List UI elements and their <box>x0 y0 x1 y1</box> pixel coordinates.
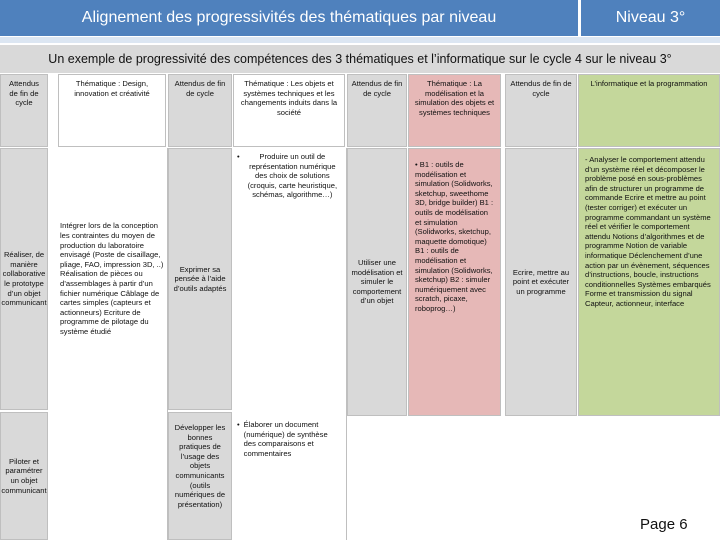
col4-header: Thématique : Les objets et systèmes techniques et les changements induits dans la société <box>233 74 345 147</box>
row1-col3-attendus <box>168 148 232 410</box>
row1-col1-text: Réaliser, de manière collaborative le prototype d’un objet communicant <box>1 250 47 308</box>
row1-col5-attendus <box>347 148 407 416</box>
row1-col1-attendus <box>0 148 48 410</box>
row2-col4-bullet-item <box>237 420 341 458</box>
page-number: Page 6 <box>640 516 688 533</box>
col8-header: L’informatique et la programmation <box>578 74 720 147</box>
row2-col3-attendus <box>168 412 232 540</box>
header-divider <box>0 37 720 43</box>
col2-header: Thématique : Design, innovation et créativité <box>58 74 166 147</box>
row2-col4-objets <box>233 418 345 528</box>
row1-col6-text: • B1 : outils de modélisation et simulation (Solidworks, sketchup, sweethome 3D, bridge builder) B1 : outils de modélisation et simulation (Solidworks, sketchup, maquette domotique) B1 : outils de modélisation et simulation (Solidworks, sketchup) B2 : simuler numériquement avec scratch, picaxe, roboprog…) <box>415 160 494 313</box>
col6-header: Thématique : La modélisation et la simulation des objets et systèmes techniques <box>408 74 501 147</box>
row2-col1-attendus <box>0 412 48 540</box>
row1-col7-text: Ecrire, mettre au point et exécuter un programme <box>512 267 570 296</box>
row2-col4-text: Élaborer un document (numérique) de synthèse des comparaisons et commentaires <box>243 420 328 458</box>
row1-col3-text: Exprimer sa pensée à l’aide d’outils adaptés <box>173 264 227 293</box>
row1-col5-text: Utiliser une modélisation et simuler le comportement d’un objet <box>351 258 403 306</box>
page-title: Alignement des progressivités des thématiques par niveau <box>0 0 578 36</box>
col5-header: Attendus de fin de cycle <box>347 74 407 147</box>
row1-col4-text: Produire un outil de représentation numérique des choix de solutions (croquis, carte heuristique, schémas, algorithme…) <box>247 152 338 200</box>
level-label: Niveau 3° <box>581 0 720 36</box>
col1-header: Attendus de fin de cycle <box>0 74 48 147</box>
row1-col8-informatique <box>578 148 720 416</box>
row1-col8-text: - Analyser le comportement attendu d’un système réel et décomposer le problème posé en sous-problèmes afin de structurer un programme de commande Ecrire et mettre au point (tester corriger) et exécuter un programme commandant un système réel et vérifier le comportement attendu Notions d’algorithmes et de programme Notion de variable informatique Déclenchement d’une action par un évènement, séquences d’instructions, boucle, instructions conditionnelles Systèmes embarqués Forme et transmission du signal Capteur, actionneur, interface <box>585 155 711 308</box>
row1-col7-attendus <box>505 148 577 416</box>
row2-col3-text: Développer les bonnes pratiques de l’usage des objets communicants (outils numériques de présentation) <box>174 423 226 509</box>
row1-col4-bullet-item <box>237 152 341 200</box>
bullet-icon: • <box>237 152 240 161</box>
subtitle: Un exemple de progressivité des compétences des 3 thématiques et l’informatique sur le cycle 4 sur le niveau 3° <box>0 45 720 73</box>
col3-header: Attendus de fin de cycle <box>168 74 232 147</box>
row1-col2-text: Intégrer lors de la conception les contraintes du moyen de production du laboratoire envisagé (Poste de cisaillage, pliage, FAO, impression 3D, ..) Réalisation de pièces ou d’assemblages à partir d’un fichier numérique Câblage de cartes simples (capteurs et actionneurs) Ecriture de programme de pilotage du système étudié <box>60 221 164 336</box>
row2-col1-text: Piloter et paramétrer un objet communicant <box>1 456 47 495</box>
row1-col2-design <box>58 148 166 410</box>
row1-col4-objets <box>233 150 345 408</box>
row1-col6-modelisation <box>408 148 501 416</box>
col7-header: Attendus de fin de cycle <box>505 74 577 147</box>
bullet-icon: • <box>237 420 240 429</box>
